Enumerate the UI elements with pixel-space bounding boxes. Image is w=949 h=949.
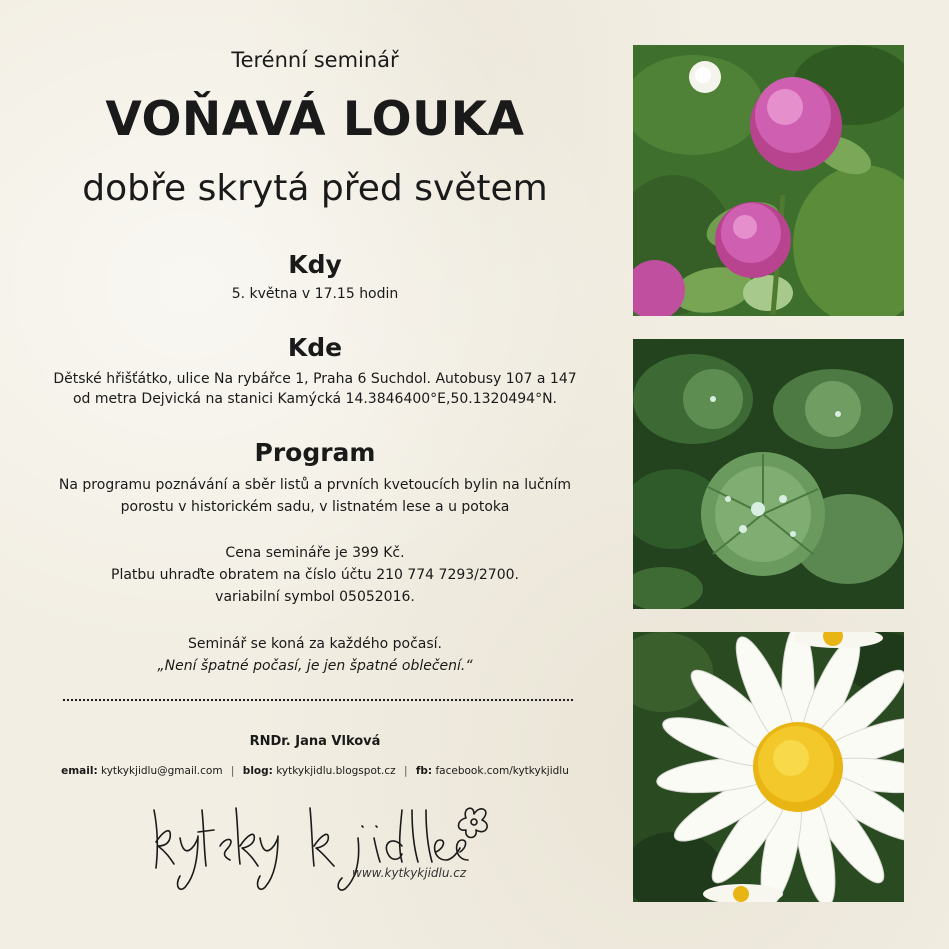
email-link[interactable]: kytkykjidlu@gmail.com — [101, 765, 223, 777]
weather-line: Seminář se koná za každého počasí. — [187, 636, 443, 652]
daisy-photo — [633, 632, 904, 902]
blog-link[interactable]: kytkykjidlu.blogspot.cz — [276, 765, 396, 777]
signature-logo — [140, 790, 490, 900]
author-name: RNDr. Jana Vlková — [249, 734, 381, 749]
separator: | — [403, 765, 408, 777]
price-line: Cena semináře je 399 Kč. — [225, 545, 405, 561]
lady-mantle-image — [633, 339, 904, 609]
variable-symbol-line: variabilní symbol 05052016. — [215, 589, 415, 605]
website-link[interactable]: www.kytkykjidlu.cz — [352, 866, 467, 880]
blog-label: blog: — [242, 765, 273, 777]
program-text — [20, 474, 610, 518]
program-line-2: porostu v historickém sadu, v listnatém lese a u potoka — [120, 499, 510, 515]
contact-line — [20, 765, 610, 777]
program-heading: Program — [254, 438, 376, 467]
where-heading: Kde — [287, 333, 343, 362]
dotted-divider — [62, 698, 574, 702]
weather-note — [20, 633, 610, 677]
daisy-image — [633, 632, 904, 902]
program-line-1: Na programu poznávání a sběr listů a prvních kvetoucích bylin na lučním — [58, 477, 572, 493]
tagline: dobře skrytá před světem — [82, 168, 548, 209]
clover-image — [633, 45, 904, 316]
page-title: VOŇAVÁ LOUKA — [105, 92, 525, 147]
fb-link[interactable]: facebook.com/kytkykjidlu — [435, 765, 569, 777]
separator: | — [230, 765, 235, 777]
weather-quote: „Není špatné počasí, je jen špatné oblečení.“ — [157, 658, 473, 674]
where-text — [20, 369, 610, 409]
payment-info — [20, 542, 610, 608]
where-line-1: Dětské hřišťátko, ulice Na rybářce 1, Praha 6 Suchdol. Autobusy 107 a 147 — [53, 371, 577, 387]
fb-label: fb: — [415, 765, 433, 777]
where-line-2: od metra Dejvická na stanici Kamýcká 14.3846400°E,50.1320494°N. — [72, 391, 557, 407]
lady-mantle-photo — [633, 339, 904, 609]
event-kicker: Terénní seminář — [231, 48, 399, 72]
account-line: Platbu uhraďte obratem na číslo účtu 210 774 7293/2700. — [111, 567, 519, 583]
email-label: email: — [61, 765, 98, 777]
when-text: 5. května v 17.15 hodin — [231, 286, 399, 302]
clover-photo — [633, 45, 904, 316]
when-heading: Kdy — [288, 250, 342, 279]
